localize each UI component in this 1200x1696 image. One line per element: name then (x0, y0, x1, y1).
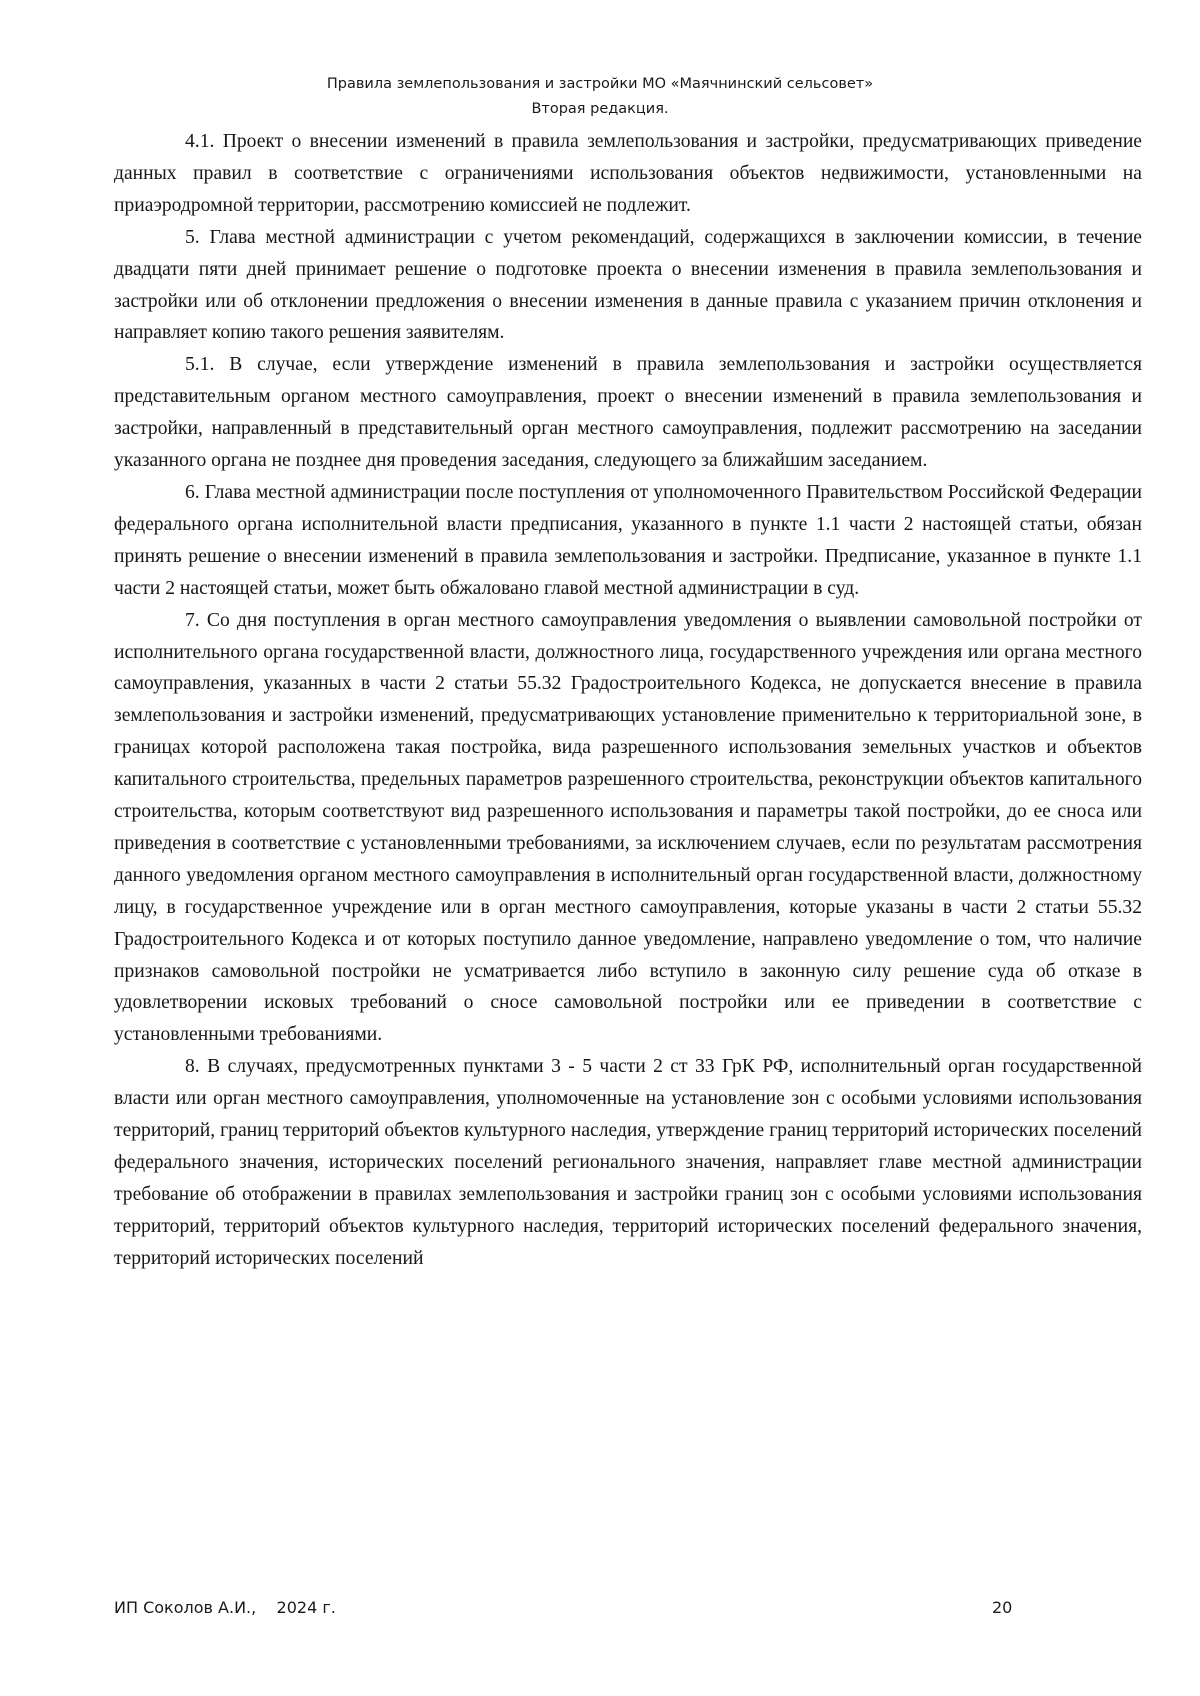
paragraph-5-1: 5.1. В случае, если утверждение изменений в правила землепользования и застройки осуществляется представительным органом местного самоуправления, проект о внесении изменений в правила землепользования и застройки, направленный в представительный орган местного самоуправления, подлежит рассмотрению на заседании указанного органа не позднее дня проведения заседания, следующего за ближайшим заседанием. (114, 354, 1142, 472)
paragraph-8: 8. В случаях, предусмотренных пунктами 3 - 5 части 2 ст 33 ГрК РФ, исполнительный орган государственной власти или орган местного самоуправления, уполномоченные на установление зон с особыми условиями использования территорий, границ территорий объектов культурного наследия, утверждение границ территорий исторических поселений федерального значения, исторических поселений регионального значения, направляет главе местной администрации требование об отображении в правилах землепользования и застройки границ зон с особыми условиями использования территорий, территорий объектов культурного наследия, территорий исторических поселений федерального значения, территорий исторических поселений (114, 1056, 1142, 1269)
page-number: 20 (992, 1598, 1013, 1617)
paragraph-4-1: 4.1. Проект о внесении изменений в правила землепользования и застройки, предусматривающих приведение данных правил в соответствие с ограничениями использования объектов недвижимости, установленными на приаэродромной территории, рассмотрению комиссией не подлежит. (114, 131, 1142, 216)
document-body (114, 126, 1142, 1275)
header-title: Правила землепользования и застройки МО «Маячнинский сельсовет» (326, 76, 874, 92)
running-header (0, 72, 1200, 122)
header-edition: Вторая редакция. (531, 101, 669, 117)
paragraph-7: 7. Со дня поступления в орган местного самоуправления уведомления о выявлении самовольной постройки от исполнительного органа государственной власти, должностного лица, государственного учреждения или органа местного самоуправления, указанных в части 2 статьи 55.32 Градостроительного Кодекса, не допускается внесение в правила землепользования и застройки изменений, предусматривающих установление применительно к территориальной зоне, в границах которой расположена такая постройка, вида разрешенного использования земельных участков и объектов капитального строительства, предельных параметров разрешенного строительства, реконструкции объектов капитального строительства, которым соответствуют вид разрешенного использования и параметры такой постройки, до ее сноса или приведения в соответствие с установленными требованиями, за исключением случаев, если по результатам рассмотрения данного уведомления органом местного самоуправления в исполнительный орган государственной власти, должностному лицу, в государственное учреждение или в орган местного самоуправления, которые указаны в части 2 статьи 55.32 Градостроительного Кодекса и от которых поступило данное уведомление, направлено уведомление о том, что наличие признаков самовольной постройки не усматривается либо вступило в законную силу решение суда об отказе в удовлетворении исковых требований о сносе самовольной постройки или ее приведении в соответствие с установленными требованиями. (114, 609, 1142, 1046)
footer-author: ИП Соколов А.И., 2024 г. (114, 1598, 336, 1617)
paragraph-6: 6. Глава местной администрации после поступления от уполномоченного Правительством Российской Федерации федерального органа исполнительной власти предписания, указанного в пункте 1.1 части 2 настоящей статьи, обязан принять решение о внесении изменений в правила землепользования и застройки. Предписание, указанное в пункте 1.1 части 2 настоящей статьи, может быть обжаловано главой местной администрации в суд. (114, 481, 1142, 599)
paragraph-5: 5. Глава местной администрации с учетом рекомендаций, содержащихся в заключении комиссии, в течение двадцати пяти дней принимает решение о подготовке проекта о внесении изменения в правила землепользования и застройки или об отклонении предложения о внесении изменения в данные правила с указанием причин отклонения и направляет копию такого решения заявителям. (114, 226, 1142, 344)
